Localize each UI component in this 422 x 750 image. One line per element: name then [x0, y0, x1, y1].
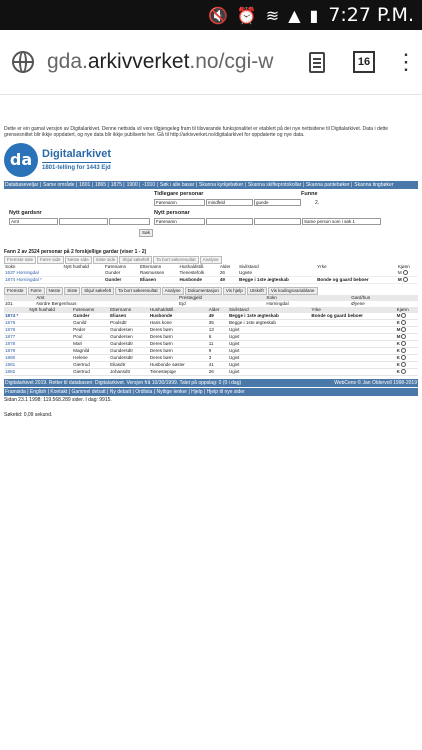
column-header: Prestegjeld — [178, 295, 259, 301]
toolbar-button[interactable]: Siste — [64, 287, 80, 295]
pager-button[interactable]: Analyse — [200, 256, 222, 264]
magnifier-icon[interactable] — [401, 327, 406, 332]
new-first-name-select[interactable]: Førenamn — [154, 218, 205, 225]
nav-link[interactable]: Databaseveljar | — [5, 182, 42, 188]
table-cell[interactable]: 1874 * — [4, 313, 28, 320]
table-cell: Poul — [72, 334, 109, 341]
table-cell: 9 — [208, 348, 228, 355]
magnifier-icon[interactable] — [401, 334, 406, 339]
search-time: Søketid: 0,09 sekund. — [4, 412, 53, 418]
nav-link[interactable]: Skanna skifteprotokollar | — [247, 182, 304, 188]
table-cell — [310, 320, 395, 327]
mute-icon: 🔇 — [207, 5, 228, 25]
table-cell — [310, 369, 395, 376]
table-cell: Ejd — [179, 301, 186, 306]
place-table — [4, 295, 418, 307]
table-cell: Mari — [72, 341, 109, 348]
table-cell: Eliasen — [109, 313, 149, 320]
column-header: Amt — [35, 295, 171, 301]
toolbar-button[interactable]: Skjul søkefelt — [81, 287, 114, 295]
census-subtitle: 1801-telling for 1443 Ejd — [42, 162, 111, 172]
column-header: Nytt hushald — [28, 307, 72, 313]
column-header: Yrke — [316, 264, 397, 270]
browser-toolbar — [0, 30, 422, 95]
table-cell: Deres børn — [149, 341, 208, 348]
table-cell[interactable]: 1882 — [4, 369, 28, 376]
visit-counter: Sidan 23.1 1998: 119.568.289 sider. I dag: 9915. — [4, 397, 112, 403]
table-cell: Bonde og gaard beboer — [310, 313, 395, 320]
table-cell[interactable]: 1881 — [4, 362, 28, 369]
table-cell: Deres børn — [149, 348, 208, 355]
table-cell: Gundersen — [109, 327, 149, 334]
toolbar-button[interactable]: Ta bort søkeresultat — [115, 287, 161, 295]
table-cell: 13 — [208, 327, 228, 334]
table-cell[interactable]: 1877 — [4, 334, 28, 341]
footer-link[interactable]: Hjelp | — [191, 389, 207, 395]
column-header: Sokn — [265, 295, 343, 301]
finds-label: Funne — [301, 191, 318, 197]
footer-info — [4, 379, 418, 387]
table-row[interactable] — [4, 355, 418, 362]
table-cell: Begge i 1ste ægteskab — [228, 313, 310, 320]
magnifier-icon[interactable] — [401, 369, 406, 374]
digitalarkivet-logo[interactable]: da — [4, 143, 38, 177]
table-cell: Giertrud — [72, 369, 109, 376]
table-cell: Rasmussen — [139, 270, 179, 277]
table-row[interactable] — [4, 348, 418, 355]
search-button[interactable]: Søk — [139, 229, 153, 237]
pager-button[interactable]: Skjul søkefelt — [119, 256, 152, 264]
nav-link[interactable]: Skanna pantebøker | — [305, 182, 353, 188]
table-cell — [310, 327, 395, 334]
table-row[interactable] — [4, 334, 418, 341]
table-cell: Deres børn — [149, 355, 208, 362]
site-name: Digitalarkivet — [42, 148, 112, 160]
table-cell — [28, 362, 72, 369]
nav-link[interactable]: -1910 | — [142, 182, 158, 188]
table-cell: Ugivt — [228, 362, 310, 369]
match-type-select[interactable]: mindfeld — [206, 199, 253, 206]
table-cell: Magnild — [72, 348, 109, 355]
toolbar-button[interactable]: Analyse — [162, 287, 184, 295]
brand — [42, 148, 111, 172]
table-cell[interactable]: 1879 — [4, 348, 28, 355]
table-cell: Husbonde søster — [149, 362, 208, 369]
column-header: Yrke — [310, 307, 395, 313]
table-cell: Gundersdtr — [109, 355, 149, 362]
table-cell: Deres børn — [149, 327, 208, 334]
result-heading: Fann 2 av 2524 personar på 2 forskjellige gardar (viser 1 - 2) — [4, 249, 147, 255]
table-cell[interactable]: 1880 — [4, 355, 28, 362]
new-farm-label: Nytt gardsnr — [9, 210, 42, 216]
table-cell: Deres børn — [149, 334, 208, 341]
page-content — [0, 126, 422, 418]
footer-links — [4, 388, 418, 396]
table-cell — [310, 362, 395, 369]
footer-link[interactable]: Kontakt | — [50, 389, 72, 395]
footer-copyright: WebCens © Jan Oldervoll 1998-2019 — [334, 380, 417, 386]
footer-version: Digitalarkivet 2019. Retter til databasen: Digitalarkivet. Versjon frå 10/30/1999. Talet på oppslag: 0 (0 i dag) — [5, 380, 242, 386]
table-cell[interactable]: 1875 — [4, 320, 28, 327]
nav-link[interactable]: Skanna tingbøker — [354, 182, 394, 188]
table-cell[interactable]: 1876 — [4, 327, 28, 334]
table-cell: Øyene — [351, 301, 365, 306]
table-cell: Horningdal — [266, 301, 289, 306]
footer-link[interactable]: Ny debatt | — [109, 389, 136, 395]
table-cell — [310, 341, 395, 348]
footer-link[interactable]: Nyttige lenker | — [156, 389, 192, 395]
table-cell: Gundersen — [109, 334, 149, 341]
county-select[interactable]: Amt — [9, 218, 58, 225]
table-row[interactable] — [4, 320, 418, 327]
table-cell: K — [396, 320, 418, 327]
same-person-select[interactable]: Same person som i søk 1 — [302, 218, 381, 225]
table-cell: M — [397, 277, 418, 284]
table-cell — [28, 348, 72, 355]
toolbar-button[interactable]: Neste — [46, 287, 64, 295]
table-cell: M — [396, 313, 418, 320]
table-row[interactable] — [4, 327, 418, 334]
footer-link[interactable]: Gammel debatt | — [71, 389, 110, 395]
table-cell: Ugivt — [228, 327, 310, 334]
table-cell: K — [396, 348, 418, 355]
top-nav — [4, 181, 418, 189]
farm-input[interactable] — [109, 218, 150, 225]
column-header: Etternamn — [109, 307, 149, 313]
search-form — [4, 189, 418, 247]
nav-link[interactable]: Søk i alle basar | — [159, 182, 198, 188]
table-cell: Bonde og gaard beboer — [316, 277, 397, 284]
table-cell — [310, 355, 395, 362]
toolbar-button[interactable]: Fremste — [4, 287, 27, 295]
toolbar-button[interactable]: Utskrift — [247, 287, 267, 295]
table-cell: K — [396, 341, 418, 348]
column-header: Førenamn — [72, 307, 109, 313]
table-row[interactable] — [4, 341, 418, 348]
table-cell: Eliasdtr — [109, 362, 149, 369]
status-icons — [208, 6, 318, 25]
pager-button[interactable]: Ta bort søkeresultat — [153, 256, 199, 264]
column-header: Kjønn — [396, 307, 418, 313]
site-header — [4, 143, 418, 177]
table-cell — [28, 369, 72, 376]
magnifier-icon[interactable] — [401, 348, 406, 353]
reader-mode-icon[interactable] — [309, 52, 325, 73]
table-cell: K — [396, 355, 418, 362]
alarm-icon: ⏰ — [236, 5, 257, 25]
table-cell: Ugivte — [238, 270, 316, 277]
table-cell: Gunder — [72, 313, 109, 320]
table-cell: 49 — [208, 313, 228, 320]
battery-icon: ▮ — [309, 5, 319, 25]
table-cell: Begge i 1ste ægteskab — [238, 277, 316, 284]
table-row[interactable] — [4, 277, 418, 284]
column-header: Kjønn — [397, 264, 418, 270]
household-toolbar — [4, 287, 418, 295]
table-cell: 41 — [208, 362, 228, 369]
table-cell: 26 — [208, 369, 228, 376]
table-cell: Ugivt — [228, 369, 310, 376]
footer-link[interactable]: English | — [29, 389, 51, 395]
column-header: Sivilstand — [238, 264, 316, 270]
table-cell: Gunder — [104, 270, 139, 277]
table-cell: Giertrud — [72, 362, 109, 369]
magnifier-icon[interactable] — [401, 320, 406, 325]
table-cell: Helene — [72, 355, 109, 362]
column-header: Førenamn — [104, 264, 139, 270]
toolbar-button[interactable]: Vis hjelp — [223, 287, 246, 295]
table-cell: Ugivt — [228, 334, 310, 341]
table-cell — [62, 277, 104, 284]
table-cell: Gundersdtr — [109, 348, 149, 355]
magnifier-icon[interactable] — [401, 313, 406, 318]
column-header: Alder — [219, 264, 238, 270]
table-cell[interactable]: 1637 Horningdal — [4, 270, 62, 277]
table-cell — [28, 334, 72, 341]
magnifier-icon[interactable] — [401, 341, 406, 346]
nav-link[interactable]: 1865 | — [94, 182, 109, 188]
new-person-label: Nytt personar — [154, 210, 190, 216]
table-cell[interactable]: 1874 Horningdal * — [4, 277, 62, 284]
table-cell: Ugivt — [228, 341, 310, 348]
column-header: Hushaldstill. — [149, 307, 208, 313]
table-cell: Peder — [72, 327, 109, 334]
table-cell — [28, 355, 72, 362]
column-header: Gard/hus — [350, 295, 418, 301]
table-cell: M — [396, 334, 418, 341]
pager-button[interactable]: Fremste side — [4, 256, 36, 264]
new-match-select[interactable] — [206, 218, 253, 225]
column-header: Etternamn — [139, 264, 179, 270]
nav-link[interactable]: 1900 | — [126, 182, 141, 188]
clock: 7:27 P.M. — [328, 4, 414, 26]
nav-link[interactable]: Skanna kyrkjebøker | — [199, 182, 246, 188]
status-bar — [0, 0, 422, 30]
table-row[interactable] — [4, 362, 418, 369]
table-cell: K — [396, 362, 418, 369]
table-cell: 101 — [5, 301, 13, 306]
household-table — [4, 307, 418, 376]
table-cell: 26 — [219, 270, 238, 277]
table-cell: Ugivt — [228, 348, 310, 355]
magnifier-icon[interactable] — [401, 362, 406, 367]
table-cell: Poulsdtr — [109, 320, 149, 327]
nav-link[interactable]: Same område | — [43, 182, 78, 188]
results-table — [4, 264, 418, 284]
table-cell — [310, 348, 395, 355]
result-pager — [4, 256, 418, 264]
table-cell: Husbonde — [179, 277, 219, 284]
pager-button[interactable]: Siste side — [93, 256, 119, 264]
column-header: Alder — [208, 307, 228, 313]
table-cell — [310, 334, 395, 341]
table-cell: Gunild — [72, 320, 109, 327]
column-header: Nytt hushald — [62, 264, 104, 270]
table-cell: 6 — [208, 334, 228, 341]
finds-count: 2. — [315, 200, 320, 206]
table-cell: Eliasen — [139, 277, 179, 284]
column-header: Sokn — [4, 264, 62, 270]
toolbar-button[interactable]: Dokumentasjon — [185, 287, 222, 295]
table-cell: Hans kone — [149, 320, 208, 327]
table-cell: Nordre Bergenhuus — [36, 301, 77, 306]
table-cell: M — [397, 270, 418, 277]
table-cell — [28, 327, 72, 334]
table-cell: Gundersdtr — [109, 341, 149, 348]
nav-link[interactable]: 1875 | — [110, 182, 125, 188]
table-cell[interactable]: 1878 — [4, 341, 28, 348]
table-cell: M — [396, 327, 418, 334]
new-name-input[interactable] — [254, 218, 301, 225]
pager-button[interactable]: Førre side — [37, 256, 64, 264]
farm-match-select[interactable] — [59, 218, 108, 225]
table-cell: 3 — [208, 355, 228, 362]
nav-link[interactable]: 1801 | — [79, 182, 93, 188]
magnifier-icon[interactable] — [401, 355, 406, 360]
table-cell: Tienestepige — [149, 369, 208, 376]
tab-switcher-button[interactable]: 16 — [353, 51, 375, 73]
first-name-select[interactable]: Førenamn — [154, 199, 205, 206]
magnifier-icon[interactable] — [403, 270, 408, 275]
table-cell: Tienestefolk — [179, 270, 219, 277]
table-cell: 49 — [219, 277, 238, 284]
table-row[interactable] — [4, 369, 418, 376]
footer-link[interactable]: Hjelp til nye sider — [206, 389, 245, 395]
name-input[interactable]: gunde — [254, 199, 301, 206]
overflow-menu-icon[interactable]: ⋮ — [395, 49, 417, 74]
table-cell: 35 — [208, 320, 228, 327]
table-cell: K — [396, 369, 418, 376]
footer-link[interactable]: Framsida | — [5, 389, 30, 395]
table-cell: Johansdtr — [109, 369, 149, 376]
url-bar[interactable]: gda.arkivverket.no/cgi-w — [47, 50, 274, 73]
footer-link[interactable]: Ordlista | — [135, 389, 157, 395]
wifi-icon: ≋ — [265, 5, 280, 25]
table-cell: Husbonde — [149, 313, 208, 320]
earlier-persons-label: Tidlegare personar — [154, 191, 204, 197]
table-cell: 11 — [208, 341, 228, 348]
table-cell: Gunder — [104, 277, 139, 284]
table-cell — [28, 320, 72, 327]
column-header: Hushaldstill. — [179, 264, 219, 270]
column-header: Sivilstand — [228, 307, 310, 313]
toolbar-button[interactable]: Førre — [28, 287, 45, 295]
toolbar-button[interactable]: Vis kodingsvariablane — [268, 287, 318, 295]
signal-icon: ▲ — [288, 5, 301, 25]
pager-button[interactable]: Neste side — [65, 256, 92, 264]
magnifier-icon[interactable] — [403, 277, 408, 282]
table-cell: Begge i 1ste ægteskab — [228, 320, 310, 327]
table-cell — [28, 341, 72, 348]
table-cell: Ugivt — [228, 355, 310, 362]
globe-icon — [12, 51, 34, 73]
legacy-notice: Dette er ein gamal versjon av Digitalarkivet. Denne nettsida vil vere tilgjengeleg fram til tilsvarande funksjonalitet er etablert på dei nye nettsidene til Digitalarkivet. Data i dette grensesnittet blir ikkje oppdatert, og nye data blir ikkje publiserte her. Gå til http://arkivverket.no/digitalarkivet for oppdaterte og nye data. — [4, 126, 389, 138]
